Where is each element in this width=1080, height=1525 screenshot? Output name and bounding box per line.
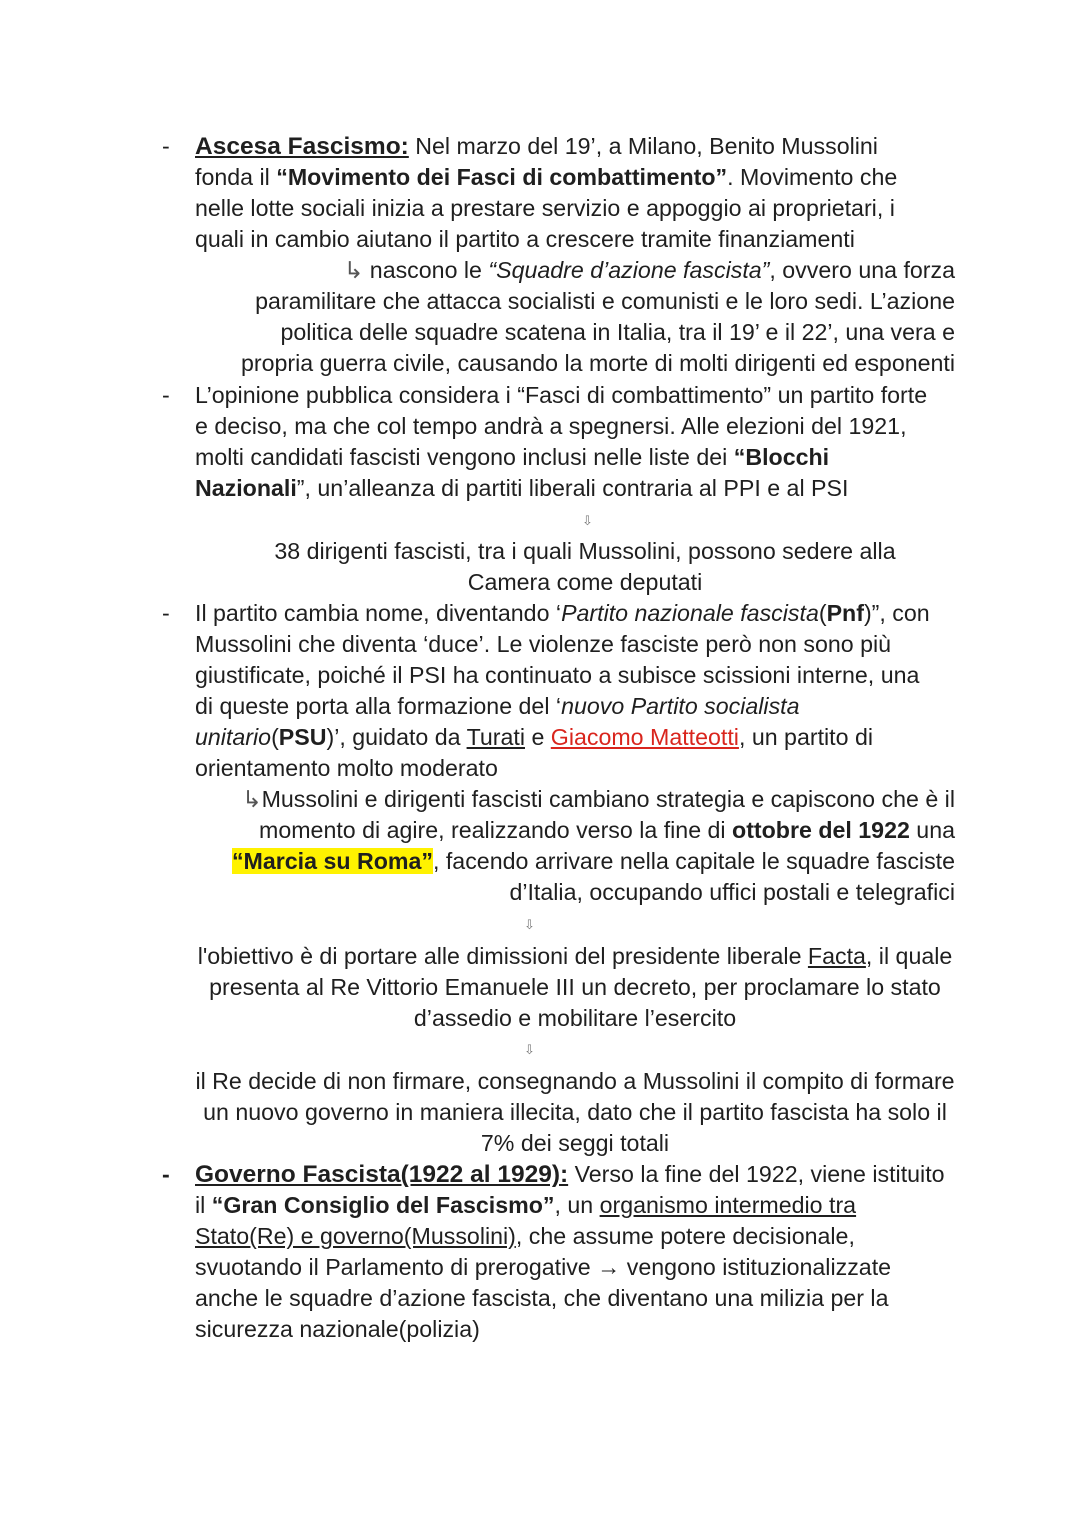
pnf-paragraph: Il partito cambia nome, diventando ‘Partito nazionale fascista(Pnf)”, con Mussolini che diventa ‘duce’. Le violenze fasciste però non sono più giustificate, poiché il PSI ha continuato a subisce scissioni interne, una di queste porta alla formazione del ‘nuovo Partito socialista unitario(PSU)’, guidato da Turati e Giacomo Matteotti, un partito di orientamento molto moderato [195,600,930,781]
re-decide-paragraph: il Re decide di non firmare, consegnando a Mussolini il compito di formare un nuovo governo in maniera illecita, dato che il partito fascista ha solo il 7% dei seggi totali [195,1068,955,1156]
facta-link[interactable]: Facta [807,943,866,969]
down-arrow-icon: ⇩ [524,1042,535,1057]
bullet-dash [162,380,176,411]
ascesa-paragraph: Ascesa Fascismo: Nel marzo del 19’, a Milano, Benito Mussolini fonda il “Movimento dei Fasci di combattimento”. Movimento che nelle lotte sociali inizia a prestare servizio e appoggio ai proprietari, i quali in cambio aiutano il partito a crescere tramite finanziamenti [195,133,898,252]
marcia-paragraph: ↳Mussolini e dirigenti fascisti cambiano strategia e capiscono che è il momento di agire, realizzando verso la fine di ottobre del 1922 una “Marcia su Roma”, facendo arrivare nella capitale le squadre fasciste d’Italia, occupando uffici postali e telegrafici [231,786,955,905]
bullet-dash [162,131,176,162]
opinione-paragraph: L’opinione pubblica considera i “Fasci di combattimento” un partito forte e deciso, ma che col tempo andrà a spegnersi. Alle elezioni del 1921, molti candidati fascisti vengono inclusi nelle liste dei “Blocchi Nazionali”, un’alleanza di partiti liberali contraria al PPI e al PSI [195,382,928,501]
deputati-result: 38 dirigenti fascisti, tra i quali Mussolini, possono sedere alla Camera come deputati [274,538,896,595]
section-heading-ascesa: Ascesa Fascismo: [195,133,409,160]
governo-paragraph: Governo Fascista(1922 al 1929): Verso la fine del 1922, viene istituito il “Gran Consiglio del Fascismo”, un organismo intermedio tra Stato(Re) e governo(Mussolini), che assume potere decisionale, svuotando il Parlamento di prerogative → vengono istituzionalizzate anche le squadre d’azione fascista, che diventano una milizia per la sicurezza nazionale(polizia) [195,1161,945,1342]
section-heading-governo: Governo Fascista(1922 al 1929): [195,1161,569,1188]
matteotti-link[interactable]: Giacomo Matteotti [550,724,739,750]
bullet-governo-fascista [195,1159,955,1345]
bullet-opinione-pubblica [195,380,955,504]
marcia-su-roma-highlight: “Marcia su Roma” [231,848,433,874]
sub-arrow-icon: ↳ [343,257,364,283]
bullet-dash [162,1159,176,1190]
bullet-partito-nazionale [195,598,955,908]
squadre-paragraph: ↳ nascono le “Squadre d’azione fascista”, ovvero una forza paramilitare che attacca socialisti e comunisti e le loro sedi. L’azione politica delle squadre scatena in Italia, tra il 19’ e il 22’, una vera e propria guerra civile, causando la morte di molti dirigenti ed esponenti [240,257,955,376]
facta-paragraph: l'obiettivo è di portare alle dimissioni del presidente liberale Facta, il quale presenta al Re Vittorio Emanuele III un decreto, per proclamare lo stato d’assedio e mobilitare l’esercito [197,943,953,1031]
bullet-ascesa-fascismo [195,131,955,379]
down-arrow-icon: ⇩ [582,513,593,528]
bullet-dash [162,598,176,629]
sub-arrow-icon: ↳ [242,786,262,812]
right-arrow-icon: → [597,1254,621,1280]
turati-link[interactable]: Turati [466,724,525,750]
down-arrow-icon: ⇩ [524,917,535,932]
